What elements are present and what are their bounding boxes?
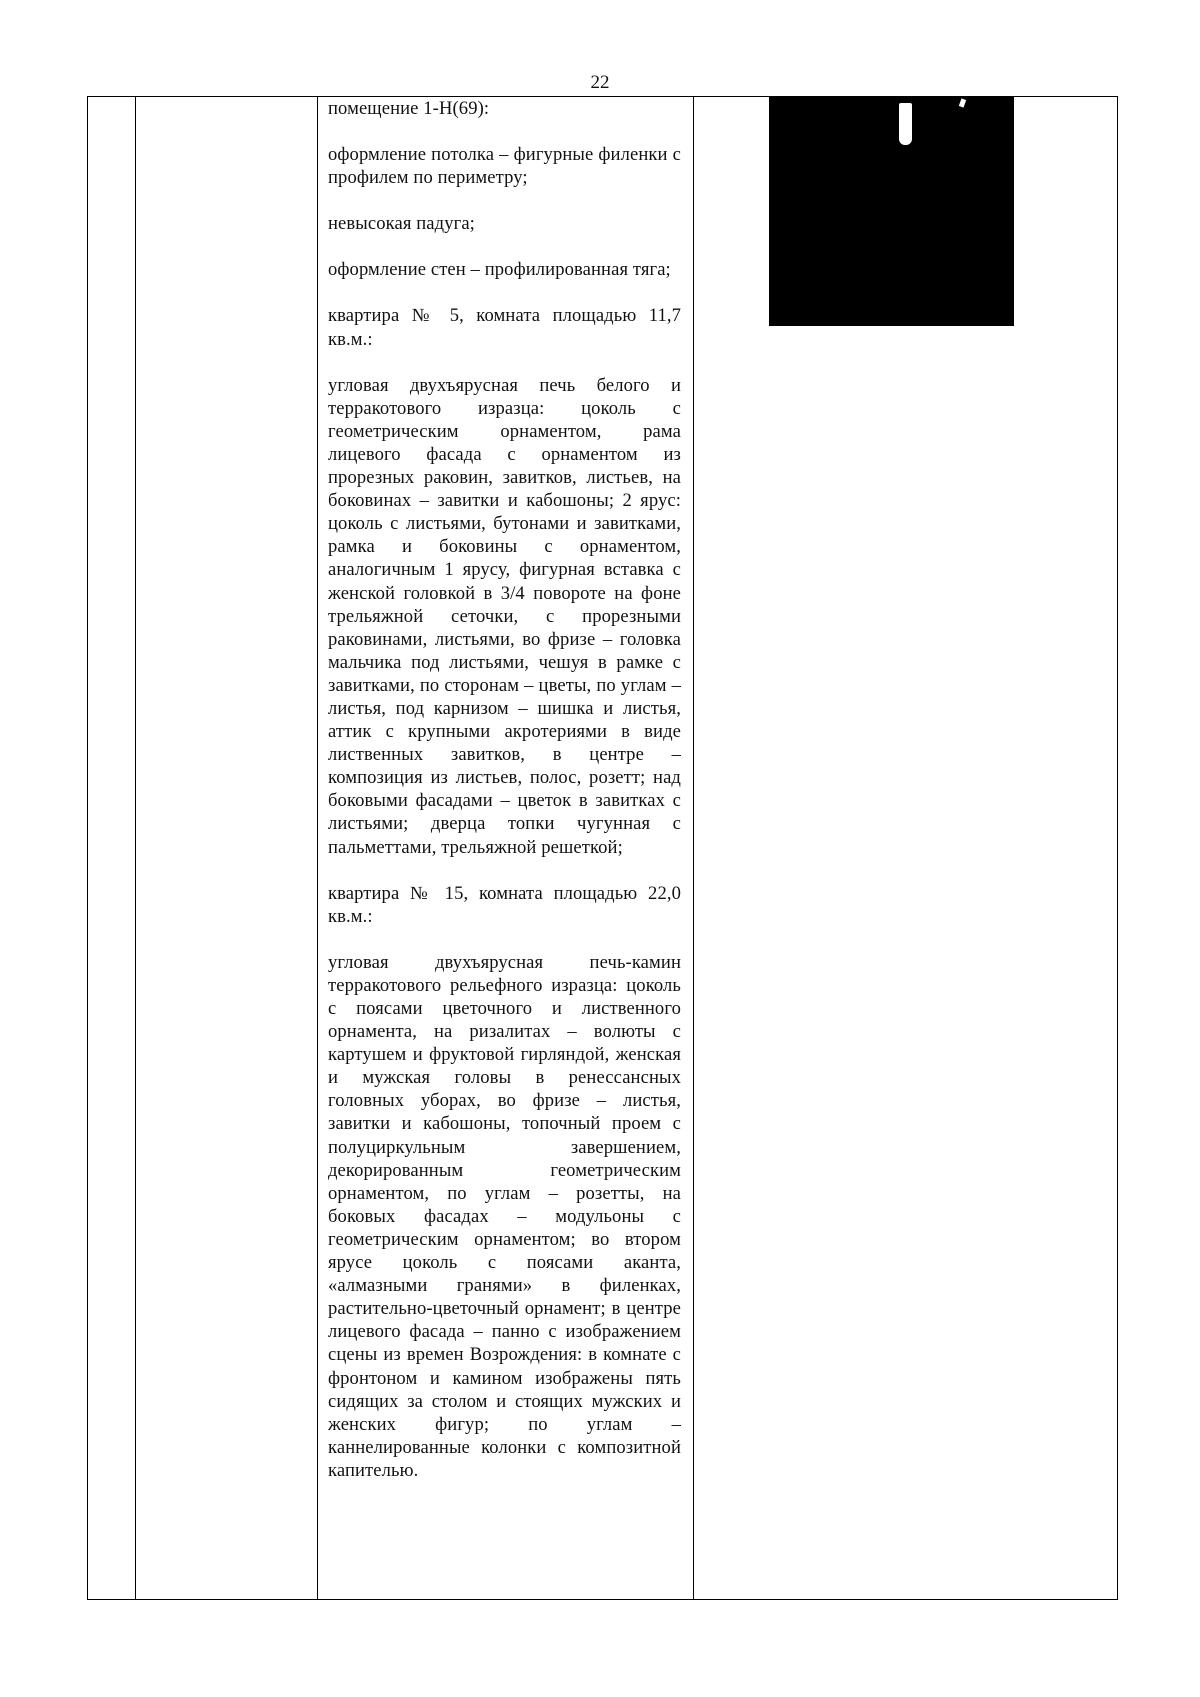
paragraph-walls: оформление стен – профилированная тяга; [328,259,671,281]
paragraph-apartment-15: квартира № 15, комната площадью 22,0 кв.м.: [328,882,681,927]
document-table [87,96,1118,1600]
column-divider-1 [135,97,136,1599]
paragraph-premises: помещение 1-Н(69): [328,98,490,119]
paragraph-ceiling: оформление потолка – фигурные филенки с профилем по периметру; [328,144,681,189]
redacted-photo [769,97,1014,326]
page-number: 22 [590,72,610,93]
paragraph-stove-2: угловая двухъярусная печь-камин терракотового рельефного изразца: цоколь с поясами цветочного и лиственного орнамента, на ризалитах – волюты с картушем и фруктовой гирляндой, женская и мужская головы в ренессансных головных уборах, во фризе – листья, завитки и кабошоны, топочный проем с полуциркульным завершением, декорированным геометрическим орнаментом, по углам – розетты, на боковых фасадах – модульоны с геометрическим орнаментом; во втором ярусе цоколь с поясами аканта, «алмазными гранями» в филенках, растительно-цветочный орнамент; в центре лицевого фасада – панно с изображением сцены из времен Возрождения: в комнате с фронтоном и камином изображены пять сидящих за столом и стоящих мужских и женских фигур; по углам – каннелированные колонки с композитной капителью. [328,951,681,1481]
photo-highlight [899,103,912,145]
column-divider-2 [317,97,318,1599]
column-divider-3 [693,97,694,1599]
description-column [328,97,681,1482]
paragraph-coving: невысокая падуга; [328,213,475,235]
paragraph-apartment-5: квартира № 5, комната площадью 11,7 кв.м.: [328,305,681,350]
paragraph-stove-1: угловая двухъярусная печь белого и терракотового изразца: цоколь с геометрическим орнаментом, рама лицевого фасада с орнаментом из прорезных раковин, завитков, листьев, на боковинах – завитки и кабошоны; 2 ярус: цоколь с листьями, бутонами и завитками, рамка и боковины с орнаментом, аналогичным 1 ярусу, фигурная вставка с женской головкой в 3/4 повороте на фоне трельяжной сеточки, с прорезными раковинами, листьями, во фризе – головка мальчика под листьями, чешуя в рамке с завитками, по сторонам – цветы, по углам – листья, под карнизом – шишка и листья, аттик с крупными акротериями в виде лиственных завитков, в центре – композиция из листьев, полос, розетт; над боковыми фасадами – цветок в завитках с листьями; дверца топки чугунная с пальметтами, трельяжной решеткой; [328,374,681,858]
